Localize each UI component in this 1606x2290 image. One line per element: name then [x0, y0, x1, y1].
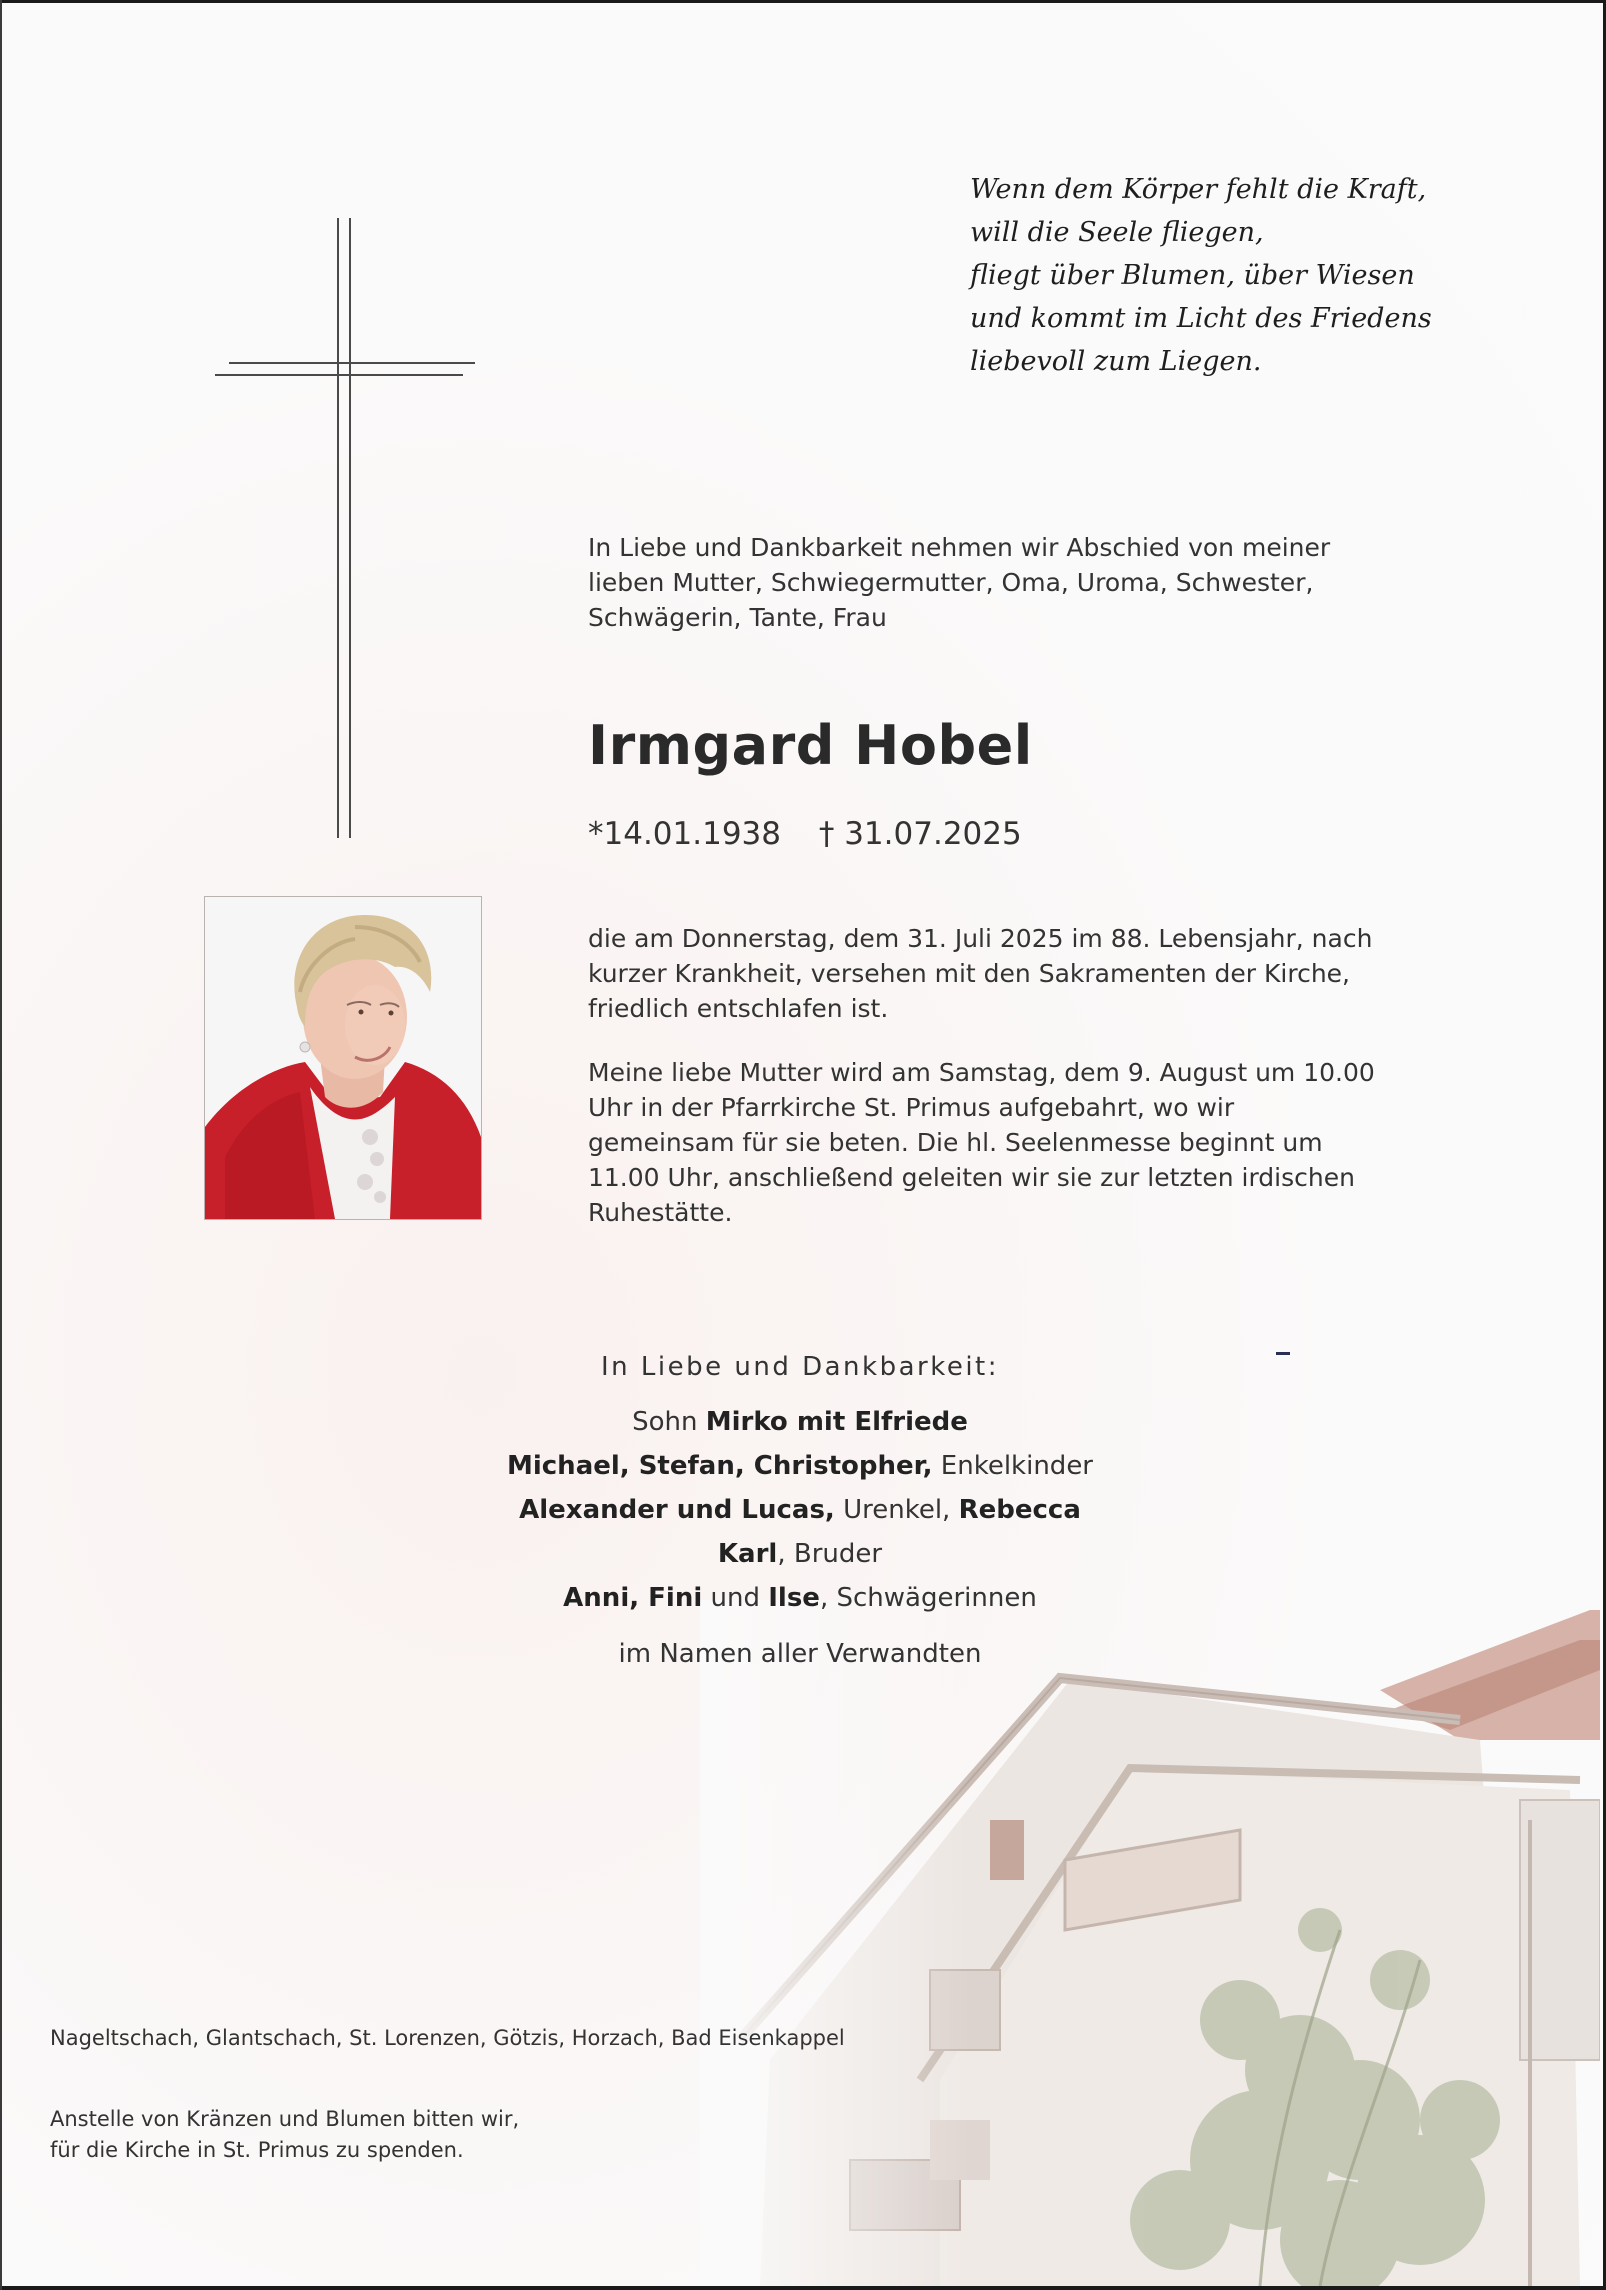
mourner-names: Rebecca	[958, 1495, 1081, 1525]
mourner-names: Alexander und Lucas,	[519, 1495, 835, 1525]
deceased-name: Irmgard Hobel	[588, 714, 1033, 777]
donation-request-line: für die Kirche in St. Primus zu spenden.	[50, 2138, 464, 2162]
donation-request-line: Anstelle von Kränzen und Blumen bitten wir,	[50, 2107, 520, 2131]
mourner-relation: Sohn	[632, 1407, 706, 1437]
mourner-names: Anni, Fini	[563, 1583, 703, 1613]
mourner-line	[440, 1576, 1160, 1620]
poem-line: will die Seele fliegen,	[970, 217, 1264, 248]
mourner-relation: , Bruder	[777, 1539, 883, 1569]
cross-icon	[215, 218, 477, 838]
life-dates	[588, 816, 1050, 852]
mourner-relation: Enkelkinder	[932, 1451, 1093, 1481]
mourner-names: Ilse	[768, 1583, 820, 1613]
poem-line: fliegt über Blumen, über Wiesen	[970, 260, 1415, 291]
portrait-photo	[204, 896, 482, 1220]
farewell-intro: In Liebe und Dankbarkeit nehmen wir Abschied von meiner lieben Mutter, Schwiegermutter, Oma, Uroma, Schwester, Schwägerin, Tante, Frau	[588, 533, 1331, 632]
memorial-poem	[970, 168, 1432, 383]
portrait-image	[205, 897, 481, 1219]
mourner-names: Karl	[717, 1539, 778, 1569]
mourners-closing: im Namen aller Verwandten	[618, 1639, 982, 1669]
mourner-line	[440, 1444, 1160, 1488]
funeral-details: Meine liebe Mutter wird am Samstag, dem 9. August um 10.00 Uhr in der Pfarrkirche St. Primus aufgebahrt, wo wir gemeinsam für sie beten. Die hl. Seelenmesse beginnt um 11.00 Uhr, anschließend geleiten wir sie zur letzten irdischen Ruhestätte.	[588, 1058, 1375, 1227]
ink-mark	[1276, 1352, 1290, 1355]
mourner-names: Mirko mit Elfriede	[705, 1407, 968, 1437]
mourner-relation: , Schwägerinnen	[819, 1583, 1037, 1613]
mourner-relation: Urenkel,	[834, 1495, 959, 1525]
mourner-names: Michael, Stefan, Christopher,	[506, 1451, 933, 1481]
mourner-line	[440, 1532, 1160, 1576]
scan-border-bottom	[0, 2286, 1606, 2290]
poem-line: liebevoll zum Liegen.	[970, 346, 1262, 377]
mourners-block	[440, 1352, 1160, 1676]
passing-notice: die am Donnerstag, dem 31. Juli 2025 im 88. Lebensjahr, nach kurzer Krankheit, versehen mit den Sakramenten der Kirche, friedlich entschlafen ist.	[588, 924, 1373, 1023]
house-background-image	[700, 1600, 1600, 2286]
scan-border-left	[0, 0, 2, 2290]
places-list: Nageltschach, Glantschach, St. Lorenzen, Götzis, Horzach, Bad Eisenkappel	[50, 2026, 845, 2050]
mourners-heading: In Liebe und Dankbarkeit:	[600, 1352, 1000, 1382]
poem-line: und kommt im Licht des Friedens	[970, 303, 1432, 334]
mourner-conjunction: und	[702, 1583, 769, 1613]
scan-border-top	[0, 0, 1606, 3]
death-date: † 31.07.2025	[818, 816, 1022, 852]
mourner-line	[440, 1400, 1160, 1444]
birth-date: *14.01.1938	[588, 816, 781, 852]
poem-line: Wenn dem Körper fehlt die Kraft,	[970, 174, 1427, 205]
mourner-line	[440, 1488, 1160, 1532]
donation-request	[50, 2104, 519, 2166]
